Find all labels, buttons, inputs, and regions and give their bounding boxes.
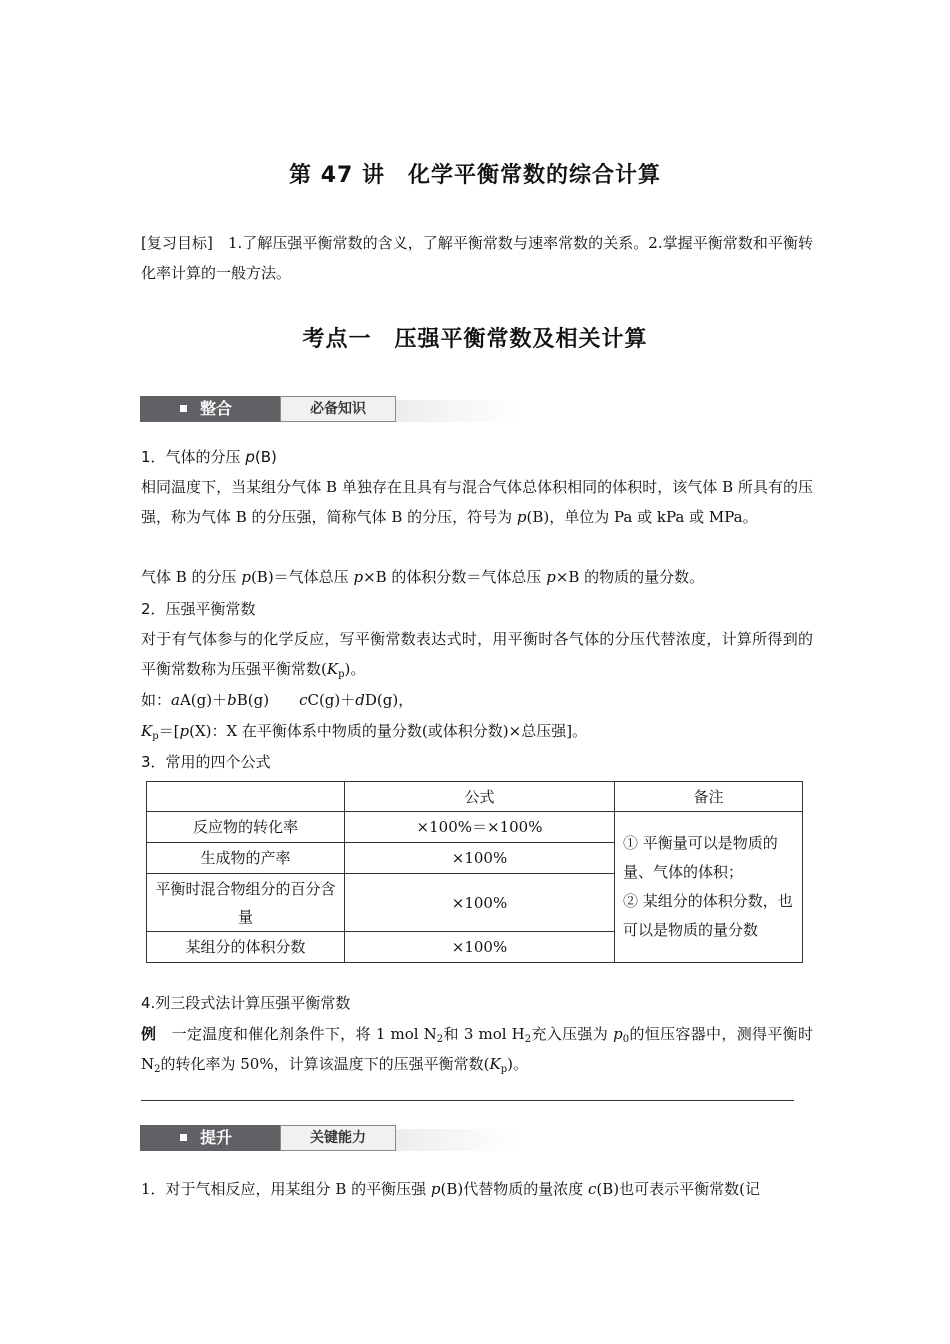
objectives-label: [复习目标] (141, 234, 213, 252)
para-gas-phase: 1．对于气相反应，用某组分 B 的平衡压强 p(B)代替物质的量浓度 c(B)也可表示平衡常数(记 (141, 1180, 760, 1198)
heading-pressure-constant: 2．压强平衡常数 (141, 600, 256, 618)
objectives-text: 1.了解压强平衡常数的含义，了解平衡常数与速率常数的关系。2.掌握平衡常数和平衡转化率计算的一般方法。 (141, 234, 813, 282)
para-kp-expression: $K_p=[p(X)$：X 在平衡体系中物质的量分数(或体积分数)×总压强]。 (141, 722, 588, 742)
para-worked-example: 例 一定温度和催化剂条件下，将 1 mol $N_2$和 3 mol $H_2$充入压强为 $p_0$的恒压容器中，测得平衡时 $N_2$的转化率为 50%，计算该温度下的压强平衡常数$(K_p)$。 (141, 1025, 813, 1075)
banner-light-label: 必备知识 (280, 396, 396, 422)
banner-dark-label: 提升 (200, 1128, 233, 1147)
table-row: 反应物的转化率 ×100%＝×100% ① 平衡量可以是物质的量、气体的体积； ② 某组分的体积分数，也可以是物质的量分数 (147, 812, 803, 843)
banner-dark-label: 整合 (200, 399, 233, 418)
page-title: 第 47 讲 化学平衡常数的综合计算 (289, 163, 661, 188)
table-note-cell: ① 平衡量可以是物质的量、气体的体积； ② 某组分的体积分数，也可以是物质的量分数 (615, 812, 803, 963)
square-bullet-icon (180, 405, 187, 412)
review-objectives (141, 228, 813, 288)
table-row: 生成物的产率 ×100% (147, 843, 803, 874)
table-row: 平衡时混合物组分的百分含量 ×100% (147, 874, 803, 932)
banner-integration (140, 396, 518, 426)
heading-partial-pressure: 1．气体的分压 p(B) (141, 448, 277, 466)
banner-light-label: 关键能力 (280, 1125, 396, 1151)
heading-four-formulas: 3．常用的四个公式 (141, 753, 271, 771)
formulas-table (146, 781, 803, 963)
answer-line (141, 1100, 794, 1101)
para-partial-pressure-def: 相同温度下，当某组分气体 B 单独存在且具有与混合气体总体积相同的体积时，该气体 B 所具有的压强，称为气体 B 的分压强，简称气体 B 的分压，符号为 p(B)，单位为 Pa 或 kPa 或 MPa。 (141, 478, 813, 526)
heading-three-stage-method: 4.列三段式法计算压强平衡常数 (141, 994, 351, 1012)
table-header-row: 公式 备注 (147, 782, 803, 812)
section-title: 考点一 压强平衡常数及相关计算 (302, 327, 648, 352)
para-reaction-example: 如：aA(g)＋bB(g) cC(g)＋dD(g)， (141, 691, 414, 709)
para-pressure-constant-def: 对于有气体参与的化学反应，写平衡常数表达式时，用平衡时各气体的分压代替浓度，计算所得到的平衡常数称为压强平衡常数$(K_p)$。 (141, 630, 813, 680)
square-bullet-icon (180, 1134, 187, 1141)
table-row: 某组分的体积分数 ×100% (147, 932, 803, 963)
para-partial-pressure-formula: 气体 B 的分压 p(B)＝气体总压 p×B 的体积分数＝气体总压 p×B 的物质的量分数。 (141, 568, 705, 586)
banner-improvement (140, 1125, 518, 1155)
